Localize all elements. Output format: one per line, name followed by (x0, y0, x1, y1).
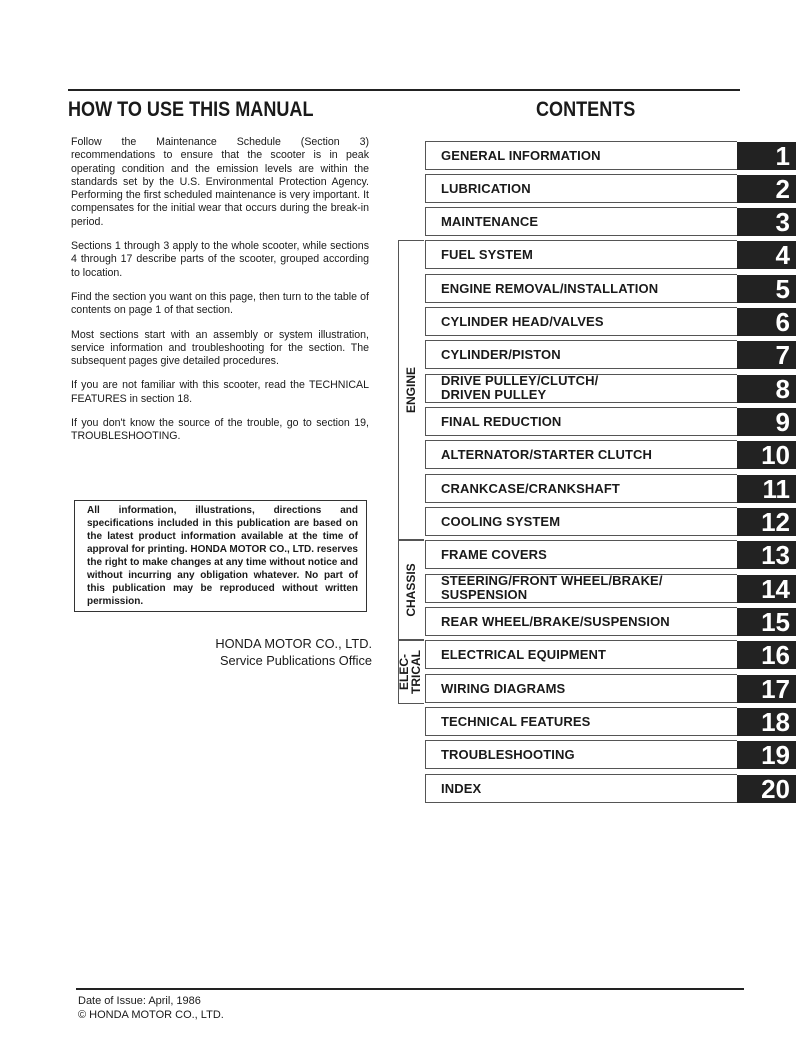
section-tab: 6 (737, 308, 796, 336)
toc-item-title: MAINTENANCE (441, 214, 539, 229)
publisher-office: Service Publications Office (220, 653, 372, 668)
toc-item-title (441, 574, 663, 602)
toc-item-title: CRANKCASE/CRANKSHAFT (441, 481, 620, 496)
bottom-rule (76, 988, 744, 990)
copyright-notice-box: All information, illustrations, directions and specifications included in this publication are based on the latest product information available at the time of approval for printing. HONDA MOTOR CO., LTD. reserves the right to make changes at any time without notice and without incurring any obligation whatever. No part of this publication may be reproduced without written permission. (74, 500, 367, 612)
intro-paragraph: If you don't know the source of the trouble, go to section 19, TROUBLESHOOTING. (71, 417, 369, 443)
group-label-chassis: CHASSIS (404, 563, 418, 617)
section-tab: 2 (737, 175, 796, 203)
group-label-electrical-line2: TRICAL (409, 650, 423, 694)
publisher (150, 635, 372, 669)
toc-item-drive-pulley[interactable] (425, 374, 796, 403)
toc-item-title: ALTERNATOR/STARTER CLUTCH (441, 447, 652, 462)
section-tab: 14 (737, 575, 796, 603)
page-title-how-to-use: HOW TO USE THIS MANUAL (68, 98, 314, 121)
toc-item-title: COOLING SYSTEM (441, 514, 561, 529)
toc-item-title: CYLINDER HEAD/VALVES (441, 314, 604, 329)
toc-item-title: INDEX (441, 781, 482, 796)
toc-item-title: CYLINDER/PISTON (441, 347, 561, 362)
section-tab: 1 (737, 142, 796, 170)
section-tab: 17 (737, 675, 796, 703)
toc-item-title (441, 374, 598, 402)
toc-item-title: FINAL REDUCTION (441, 414, 562, 429)
toc-item-final-reduction[interactable] (425, 407, 796, 436)
toc-item-alternator[interactable] (425, 440, 796, 469)
intro-paragraph: Follow the Maintenance Schedule (Section 3) recommendations to ensure that the scooter is in peak operating condition and the emission levels are within the standards set by the U.S. Environmental Protection Agency. Performing the first scheduled maintenance is very important. It compensates for the initial wear that occurs during the break-in period. (71, 136, 369, 228)
toc-item-title-line1: DRIVE PULLEY/CLUTCH/ (441, 373, 599, 388)
toc-item-title: TECHNICAL FEATURES (441, 714, 591, 729)
toc-item-title-line2: SUSPENSION (441, 587, 528, 602)
page-title-contents: CONTENTS (536, 98, 636, 121)
group-label-electrical (398, 642, 424, 702)
section-tab: 16 (737, 641, 796, 669)
toc-item-steering[interactable] (425, 574, 796, 603)
intro-paragraph: Sections 1 through 3 apply to the whole scooter, while sections 4 through 17 describe parts of the scooter, grouped according to location. (71, 240, 369, 279)
toc-item-cylinder-piston[interactable] (425, 340, 796, 369)
group-label-engine: ENGINE (404, 367, 418, 414)
toc-item-engine-removal[interactable] (425, 274, 796, 303)
toc-item-frame-covers[interactable] (425, 540, 796, 569)
toc-item-crankcase[interactable] (425, 474, 796, 503)
section-tab: 9 (737, 408, 796, 436)
toc-item-technical-features[interactable] (425, 707, 796, 736)
toc-item-maintenance[interactable] (425, 207, 796, 236)
toc-item-title: ENGINE REMOVAL/INSTALLATION (441, 281, 659, 296)
section-tab: 15 (737, 608, 796, 636)
toc-item-title: LUBRICATION (441, 181, 531, 196)
toc-item-electrical-equipment[interactable] (425, 640, 796, 669)
intro-paragraph: If you are not familiar with this scooter, read the TECHNICAL FEATURES in section 18. (71, 379, 369, 405)
toc-item-general-information[interactable] (425, 141, 796, 170)
publisher-company: HONDA MOTOR CO., LTD. (215, 636, 372, 651)
section-tab: 12 (737, 508, 796, 536)
toc-item-title: FRAME COVERS (441, 547, 547, 562)
toc-item-title: REAR WHEEL/BRAKE/SUSPENSION (441, 614, 670, 629)
section-tab: 3 (737, 208, 796, 236)
toc-item-lubrication[interactable] (425, 174, 796, 203)
section-tab: 5 (737, 275, 796, 303)
toc-item-title: WIRING DIAGRAMS (441, 681, 566, 696)
section-tab: 18 (737, 708, 796, 736)
copyright-line: © HONDA MOTOR CO., LTD. (78, 1009, 224, 1021)
section-tab: 11 (737, 475, 796, 503)
toc-item-title: TROUBLESHOOTING (441, 747, 575, 762)
toc-item-title: FUEL SYSTEM (441, 247, 533, 262)
toc-item-title-line2: DRIVEN PULLEY (441, 387, 547, 402)
toc-item-troubleshooting[interactable] (425, 740, 796, 769)
footer (78, 994, 224, 1022)
date-of-issue: Date of Issue: April, 1986 (78, 995, 201, 1007)
toc-item-cylinder-head[interactable] (425, 307, 796, 336)
section-tab: 10 (737, 441, 796, 469)
intro-paragraph: Find the section you want on this page, then turn to the table of contents on page 1 of that section. (71, 290, 369, 317)
toc-item-wiring-diagrams[interactable] (425, 674, 796, 703)
section-tab: 20 (737, 775, 796, 803)
section-tab: 8 (737, 375, 796, 403)
toc-item-fuel-system[interactable] (425, 240, 796, 269)
toc-item-index[interactable] (425, 774, 796, 803)
intro-text (71, 136, 369, 455)
section-tab: 4 (737, 241, 796, 269)
section-tab: 13 (737, 541, 796, 569)
top-rule (68, 89, 740, 91)
intro-paragraph: Most sections start with an assembly or system illustration, service information and troubleshooting for the section. The subsequent pages give detailed procedures. (71, 328, 369, 368)
toc-item-title: ELECTRICAL EQUIPMENT (441, 647, 606, 662)
toc-item-title-line1: STEERING/FRONT WHEEL/BRAKE/ (441, 573, 663, 588)
section-tab: 19 (737, 741, 796, 769)
toc-item-cooling-system[interactable] (425, 507, 796, 536)
toc-item-rear-wheel[interactable] (425, 607, 796, 636)
group-label-electrical-line1: ELEC- (397, 654, 411, 690)
section-tab: 7 (737, 341, 796, 369)
toc-item-title: GENERAL INFORMATION (441, 148, 601, 163)
